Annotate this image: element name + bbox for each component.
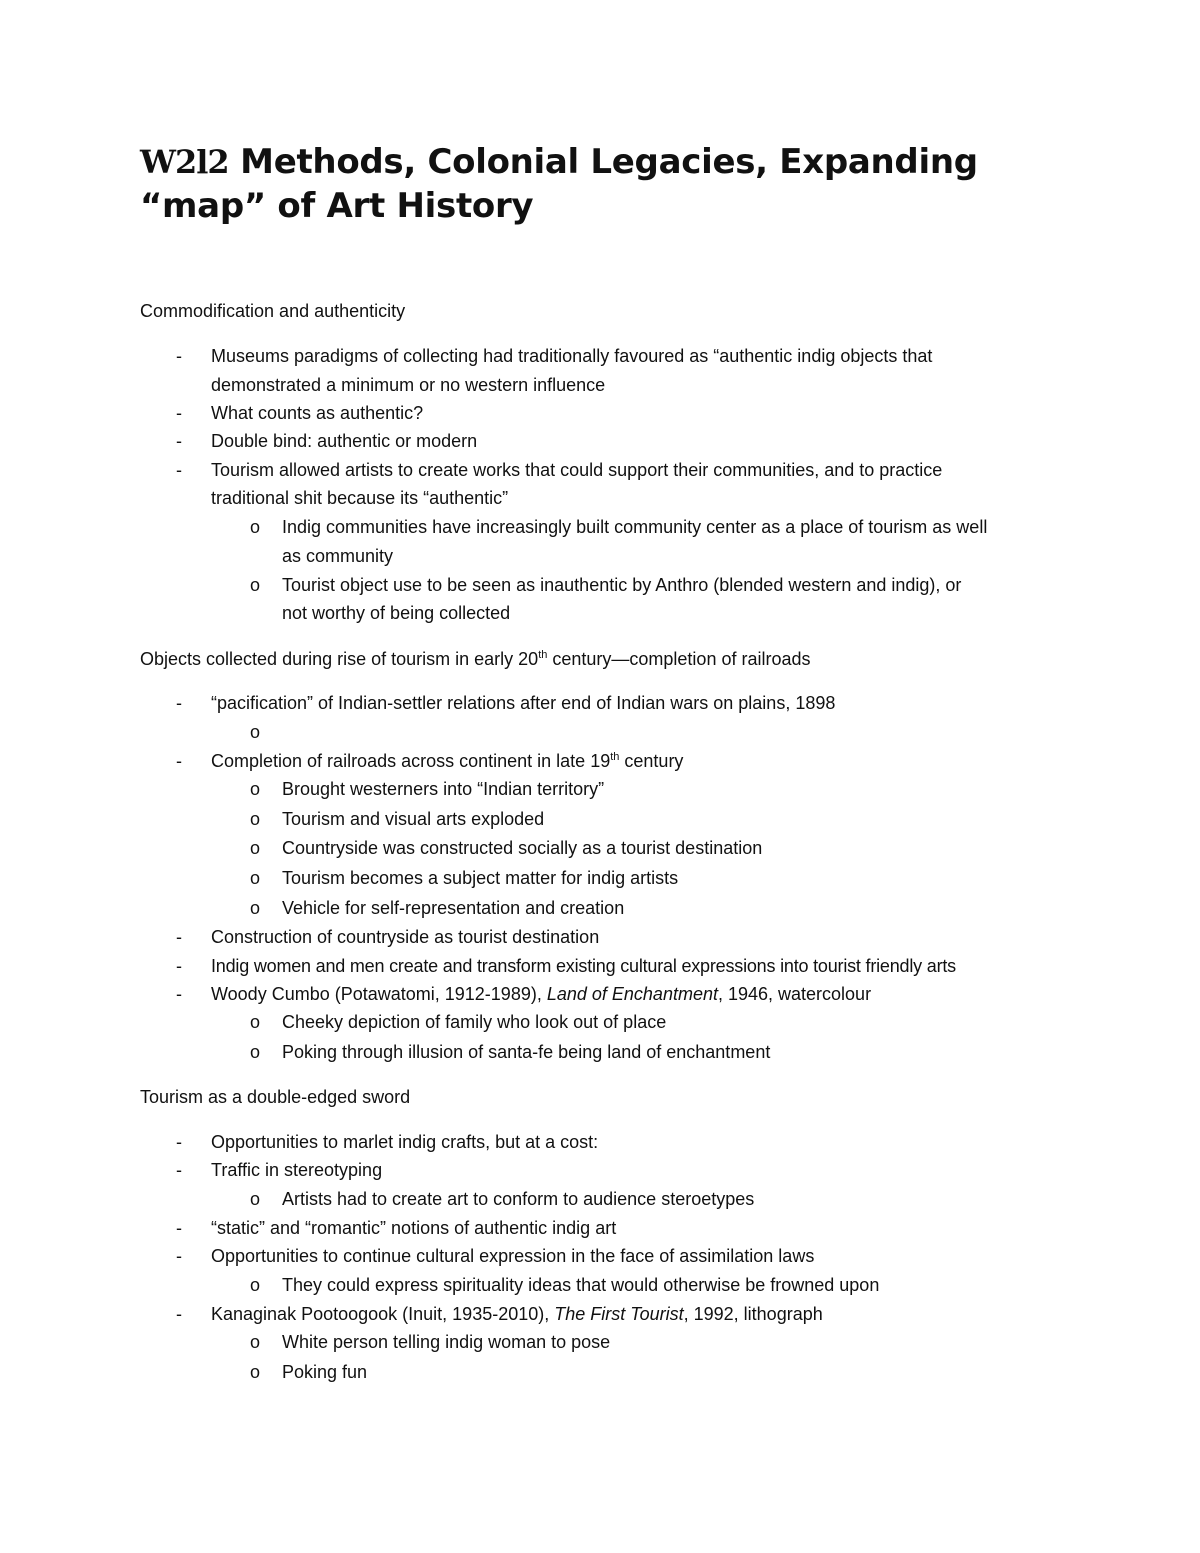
- dash-bullet: -: [176, 1246, 182, 1266]
- sub-list-item: Artists had to create art to conform to audience steroetypes: [282, 1189, 755, 1209]
- dash-bullet: -: [176, 346, 182, 366]
- section-heading-double-edged-sword: Tourism as a double-edged sword: [140, 1087, 411, 1107]
- dash-bullet: -: [176, 693, 182, 713]
- dash-bullet: -: [176, 956, 182, 976]
- circle-bullet: o: [250, 517, 261, 537]
- sub-list-item: Countryside was constructed socially as a tourist destination: [282, 838, 763, 858]
- sub-list-item: Vehicle for self-representation and creation: [282, 898, 625, 918]
- list-item-continued: demonstrated a minimum or no western influence: [211, 375, 606, 395]
- circle-bullet: o: [250, 779, 261, 799]
- list-item: [211, 983, 871, 1005]
- dash-bullet: -: [176, 1132, 182, 1152]
- circle-bullet: o: [250, 868, 261, 888]
- section-heading-commodification: Commodification and authenticity: [140, 301, 406, 321]
- sub-list-item: Brought westerners into “Indian territory”: [282, 779, 605, 799]
- sub-list-item: Cheeky depiction of family who look out of place: [282, 1012, 667, 1032]
- dash-bullet: -: [176, 1304, 182, 1324]
- title-line-1: Methods, Colonial Legacies, Expanding: [240, 142, 978, 182]
- list-item: Traffic in stereotyping: [211, 1160, 383, 1180]
- sub-list-item: Tourism becomes a subject matter for indig artists: [282, 868, 679, 888]
- circle-bullet: o: [250, 809, 261, 829]
- sub-list-item-continued: as community: [282, 546, 394, 566]
- dash-bullet: -: [176, 1218, 182, 1238]
- list-item: [211, 750, 683, 772]
- superscript: th: [610, 751, 620, 763]
- list-item-text: Completion of railroads across continent in late 19: [211, 751, 611, 771]
- list-item: Opportunities to marlet indig crafts, but at a cost:: [211, 1132, 599, 1152]
- dash-bullet: -: [176, 403, 182, 423]
- list-item: “static” and “romantic” notions of authentic indig art: [211, 1218, 617, 1238]
- list-item: Opportunities to continue cultural expression in the face of assimilation laws: [211, 1246, 815, 1266]
- sub-list-item-continued: not worthy of being collected: [282, 603, 511, 623]
- sub-list-item: Poking fun: [282, 1362, 368, 1382]
- list-item-text: Woody Cumbo (Potawatomi, 1912-1989),: [211, 984, 547, 1004]
- circle-bullet: o: [250, 898, 261, 918]
- heading-text: Objects collected during rise of tourism in early 20: [140, 649, 539, 669]
- list-item: Indig women and men create and transform existing cultural expressions into tourist friendly arts: [211, 956, 956, 976]
- title-code: W2l2: [140, 143, 229, 181]
- list-item: “pacification” of Indian-settler relations after end of Indian wars on plains, 1898: [211, 693, 836, 713]
- circle-bullet: o: [250, 1012, 261, 1032]
- heading-text-end: century—completion of railroads: [547, 649, 811, 669]
- list-item: Museums paradigms of collecting had traditionally favoured as “authentic indig objects that: [211, 346, 933, 366]
- artwork-title: Land of Enchantment: [546, 984, 718, 1004]
- dash-bullet: -: [176, 927, 182, 947]
- circle-bullet: o: [250, 1042, 261, 1062]
- list-item-text-end: , 1946, watercolour: [717, 984, 872, 1004]
- sub-list-item: Tourist object use to be seen as inauthentic by Anthro (blended western and indig), or: [282, 575, 962, 595]
- artwork-title: The First Tourist: [554, 1304, 684, 1324]
- list-item: Construction of countryside as tourist destination: [211, 927, 600, 947]
- circle-bullet: o: [250, 1275, 261, 1295]
- circle-bullet: o: [250, 1362, 261, 1382]
- list-item: [211, 1303, 823, 1325]
- sub-list-item: Indig communities have increasingly built community center as a place of tourism as well: [282, 517, 988, 537]
- document-title: [140, 140, 1100, 228]
- list-item-text-end: century: [619, 751, 684, 771]
- list-item-continued: traditional shit because its “authentic”: [211, 488, 509, 508]
- list-item-text-end: , 1992, lithograph: [683, 1304, 823, 1324]
- dash-bullet: -: [176, 751, 182, 771]
- circle-bullet: o: [250, 838, 261, 858]
- sub-list-item: They could express spirituality ideas that would otherwise be frowned upon: [282, 1275, 880, 1295]
- circle-bullet: o: [250, 1332, 261, 1352]
- sub-list-item: White person telling indig woman to pose: [282, 1332, 611, 1352]
- sub-list-item: Poking through illusion of santa-fe being land of enchantment: [282, 1042, 771, 1062]
- dash-bullet: -: [176, 460, 182, 480]
- list-item: Tourism allowed artists to create works that could support their communities, and to practice: [211, 460, 943, 480]
- section-heading-objects-collected: [140, 648, 811, 670]
- list-item: What counts as authentic?: [211, 403, 424, 423]
- heading-superscript: th: [538, 649, 548, 661]
- list-item: Double bind: authentic or modern: [211, 431, 478, 451]
- dash-bullet: -: [176, 431, 182, 451]
- circle-bullet: o: [250, 575, 261, 595]
- circle-bullet: o: [250, 1189, 261, 1209]
- circle-bullet: o: [250, 722, 261, 742]
- dash-bullet: -: [176, 984, 182, 1004]
- sub-list-item: Tourism and visual arts exploded: [282, 809, 545, 829]
- title-line-2: “map” of Art History: [140, 186, 534, 226]
- list-item-text: Kanaginak Pootoogook (Inuit, 1935-2010),: [211, 1304, 555, 1324]
- dash-bullet: -: [176, 1160, 182, 1180]
